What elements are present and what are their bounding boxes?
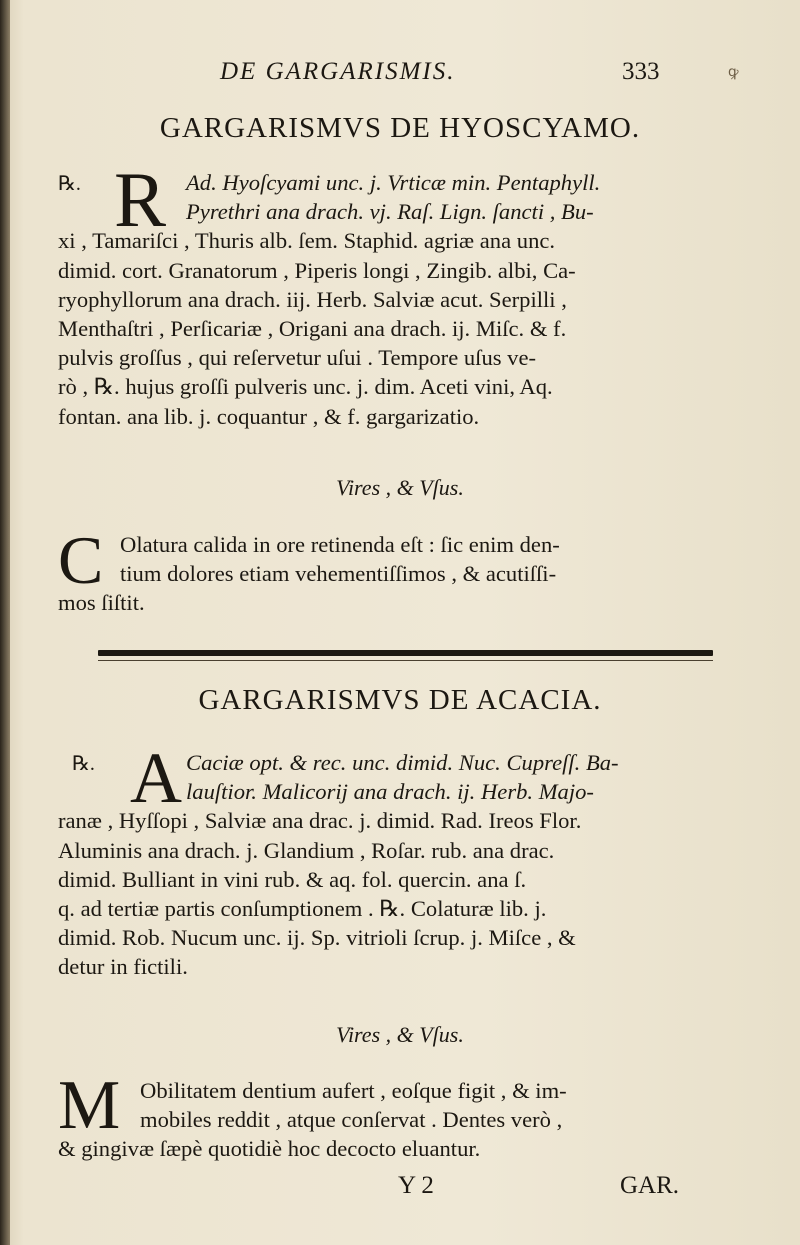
- recipe-line: dimid. Rob. Nucum unc. ij. Sp. vitrioli ſcrup. j. Miſce , &: [58, 925, 576, 951]
- recipe-line: rò , ℞. hujus groſſi pulveris unc. j. dim. Aceti vini, Aq.: [58, 374, 553, 400]
- usus-line: mos ſiſtit.: [58, 590, 145, 616]
- recipe-line: detur in fictili.: [58, 954, 188, 980]
- corner-mark: ꝙ: [728, 64, 739, 80]
- recipe-acacia: [58, 738, 738, 982]
- catchword: GAR.: [620, 1172, 680, 1199]
- recipe-line: ranæ , Hyſſopi , Salviæ ana drac. j. dimid. Rad. Ireos Flor.: [58, 808, 582, 834]
- usus-line: Olatura calida in ore retinenda eſt : ſic enim den-: [120, 532, 560, 557]
- page-gutter: [0, 0, 10, 1245]
- dropcap-a: A: [130, 738, 182, 818]
- section-title-hyoscyamo: GARGARISMVS DE HYOSCYAMO.: [159, 112, 641, 144]
- usus-line: mobiles reddit , atque conſervat . Dentes verò ,: [140, 1107, 563, 1133]
- section-divider-rule: [98, 650, 713, 656]
- recipe-line: Aluminis ana drach. j. Glandium , Roſar. rub. ana drac.: [58, 837, 555, 863]
- running-head: DE GARGARISMIS.: [220, 58, 456, 85]
- recipe-line: ryophyllorum ana drach. iij. Herb. Salviæ acut. Serpilli ,: [58, 286, 567, 312]
- signature-mark: Y 2: [398, 1172, 434, 1199]
- page-number: 333: [622, 58, 660, 85]
- recipe-line: lauſtior. Malicorij ana drach. ij. Herb. Majo-: [186, 779, 594, 805]
- recipe-line: Pyrethri ana drach. vj. Raſ. Lign. ſancti , Bu-: [186, 199, 594, 225]
- dropcap-m: M: [58, 1067, 121, 1144]
- recipe-symbol: ℞.: [72, 753, 95, 775]
- recipe-line: Menthaſtri , Perſicariæ , Origani ana drach. ij. Miſc. & f.: [58, 315, 567, 341]
- usus-line: & gingivæ ſæpè quotidiè hoc decocto eluantur.: [58, 1136, 481, 1162]
- section-title-acacia: GARGARISMVS DE ACACIA.: [198, 684, 602, 716]
- recipe-hyoscyamo: [58, 156, 738, 431]
- subhead-vires-usus: Vires , & Vſus.: [336, 475, 464, 500]
- section-divider-thin-rule: [98, 660, 713, 661]
- recipe-line: dimid. cort. Granatorum , Piperis longi , Zingib. albi, Ca-: [58, 257, 576, 283]
- recipe-line: q. ad tertiæ partis conſumptionem . ℞. Colaturæ lib. j.: [58, 895, 547, 921]
- recipe-symbol: ℞.: [58, 173, 81, 195]
- usus-hyoscyamo: [58, 522, 738, 618]
- usus-line: Obilitatem dentium aufert , eoſque figit , & im-: [140, 1078, 567, 1103]
- recipe-line: fontan. ana lib. j. coquantur , & f. gargarizatio.: [58, 403, 480, 429]
- usus-line: tium dolores etiam vehementiſſimos , & acutiſſi-: [120, 561, 557, 587]
- recipe-line: Caciæ opt. & rec. unc. dimid. Nuc. Cupreſſ. Ba-: [186, 750, 619, 775]
- subhead-vires-usus: Vires , & Vſus.: [336, 1022, 464, 1047]
- recipe-line: Ad. Hyoſcyami unc. j. Vrticæ min. Pentaphyll.: [186, 170, 601, 195]
- recipe-line: dimid. Bulliant in vini rub. & aq. fol. quercin. ana ſ.: [58, 866, 527, 892]
- dropcap-r: R: [114, 156, 167, 243]
- usus-acacia: [58, 1067, 738, 1164]
- recipe-line: pulvis groſſus , qui reſervetur uſui . Tempore uſus ve-: [58, 345, 537, 371]
- dropcap-c: C: [58, 522, 104, 598]
- recipe-line: xi , Tamariſci , Thuris alb. ſem. Staphid. agriæ ana unc.: [58, 228, 556, 254]
